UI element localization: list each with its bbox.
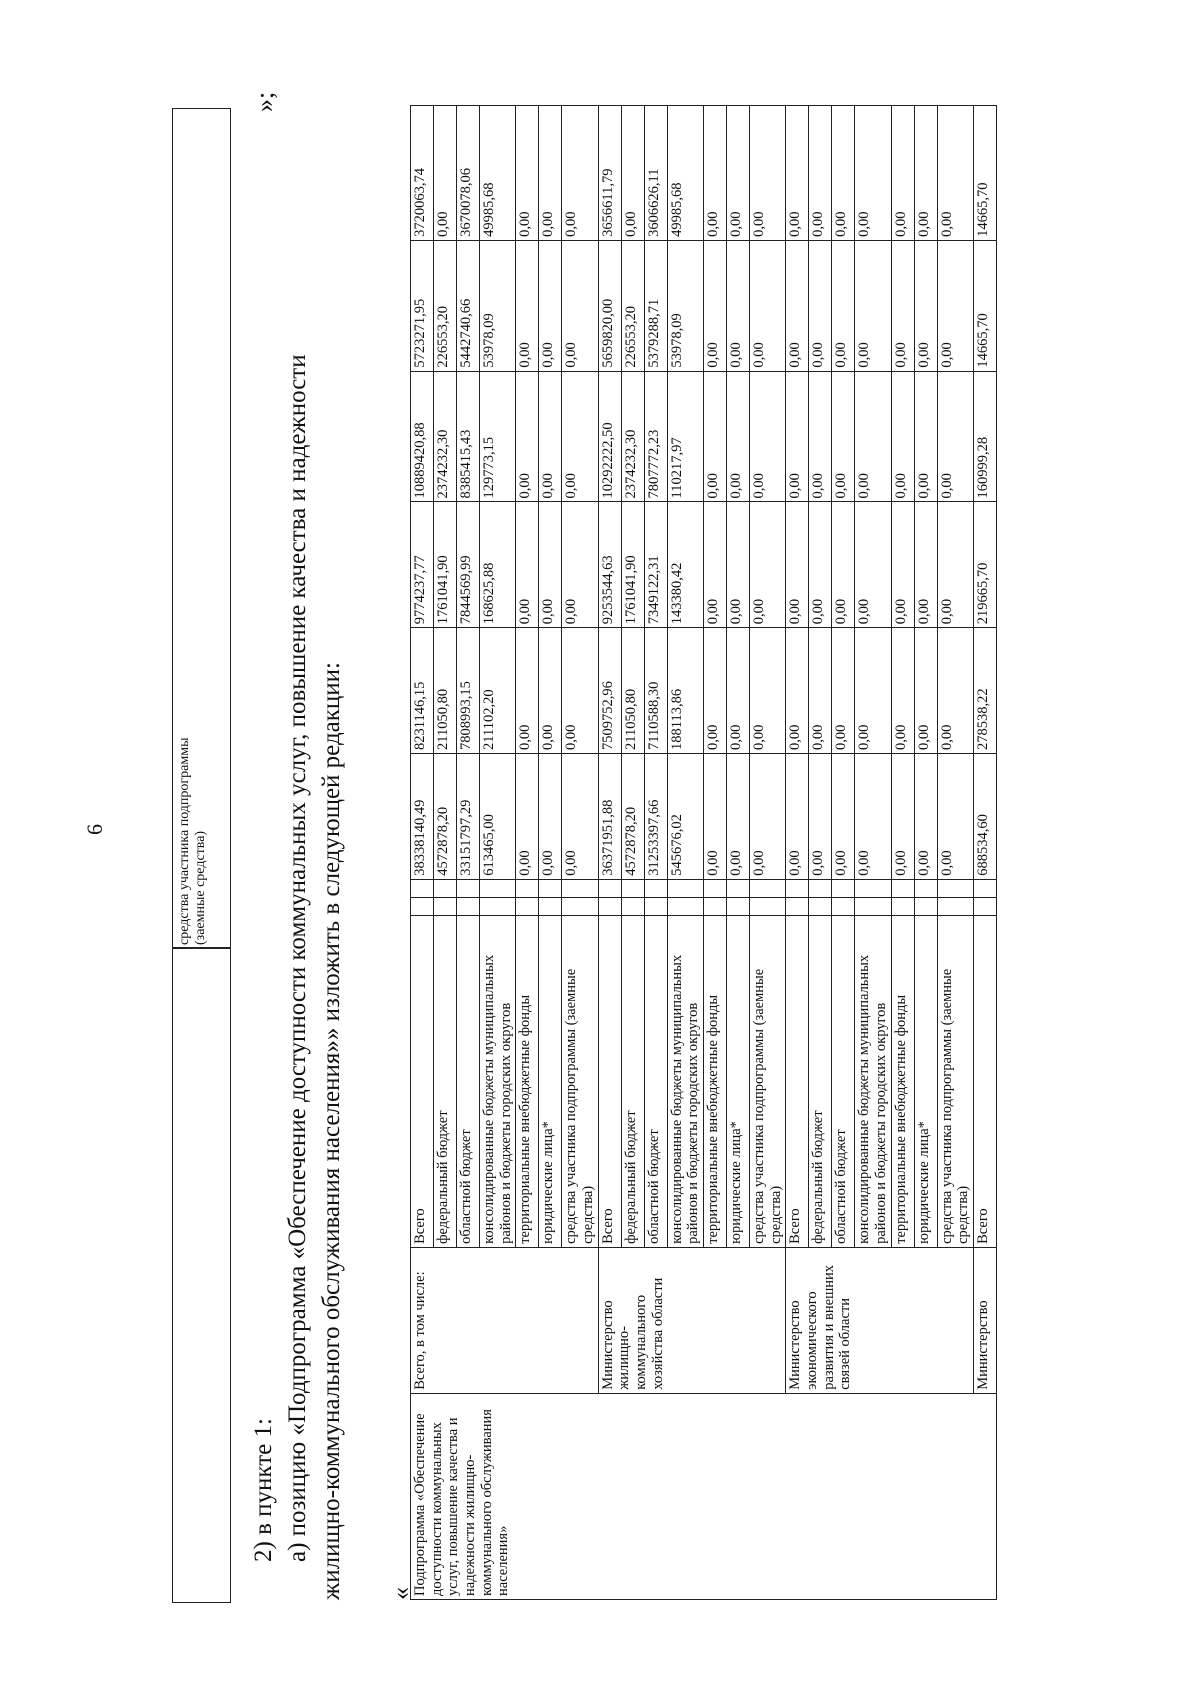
empty-cell [704, 879, 727, 897]
value-cell: 143380,42 [667, 502, 703, 628]
value-cell: 0,00 [914, 371, 937, 502]
funding-source-cell: юридические лица* [727, 915, 750, 1247]
value-cell: 8231146,15 [411, 628, 434, 754]
value-cell: 2374232,30 [621, 371, 644, 502]
empty-cell [855, 897, 891, 915]
value-cell: 49985,68 [480, 106, 516, 241]
empty-cell [411, 879, 434, 897]
value-cell: 4572878,20 [434, 753, 457, 879]
value-cell: 0,00 [891, 753, 914, 879]
value-cell: 3606626,11 [644, 106, 667, 241]
value-cell: 0,00 [891, 628, 914, 754]
value-cell: 0,00 [621, 106, 644, 241]
empty-cell [457, 879, 480, 897]
participant-cell: Министерство [974, 1247, 997, 1393]
value-cell: 160999,28 [974, 371, 997, 502]
funding-source-cell: консолидированные бюджеты муниципальных районов и бюджеты городских округов [480, 915, 516, 1247]
empty-cell [786, 879, 809, 897]
empty-cell [786, 897, 809, 915]
value-cell: 0,00 [809, 240, 832, 371]
empty-cell [937, 879, 973, 897]
value-cell: 0,00 [891, 106, 914, 241]
empty-cell [411, 897, 434, 915]
value-cell: 0,00 [891, 502, 914, 628]
value-cell: 0,00 [937, 502, 973, 628]
value-cell: 0,00 [704, 371, 727, 502]
funding-table-body [411, 106, 997, 1600]
value-cell: 5659820,00 [598, 240, 621, 371]
empty-cell [914, 879, 937, 897]
value-cell: 7509752,96 [598, 628, 621, 754]
value-cell: 0,00 [786, 628, 809, 754]
heading-line-1: 2) в пункте 1: [250, 1418, 277, 1562]
empty-cell [750, 879, 786, 897]
value-cell: 7808993,15 [457, 628, 480, 754]
empty-cell [539, 879, 562, 897]
value-cell: 0,00 [809, 628, 832, 754]
value-cell: 0,00 [727, 753, 750, 879]
value-cell: 0,00 [937, 371, 973, 502]
value-cell: 0,00 [516, 502, 539, 628]
empty-cell [914, 897, 937, 915]
funding-source-cell: Всего [974, 915, 997, 1247]
value-cell: 0,00 [855, 502, 891, 628]
value-cell: 36371951,88 [598, 753, 621, 879]
value-cell: 0,00 [750, 628, 786, 754]
value-cell: 0,00 [786, 371, 809, 502]
table-row [786, 106, 809, 1600]
value-cell: 0,00 [750, 106, 786, 241]
value-cell: 0,00 [562, 371, 598, 502]
empty-cell [434, 897, 457, 915]
value-cell: 0,00 [914, 502, 937, 628]
value-cell: 0,00 [832, 753, 855, 879]
value-cell: 0,00 [562, 628, 598, 754]
value-cell: 4572878,20 [621, 753, 644, 879]
value-cell: 0,00 [704, 628, 727, 754]
value-cell: 226553,20 [621, 240, 644, 371]
empty-cell [457, 897, 480, 915]
funding-source-cell: Всего [786, 915, 809, 1247]
value-cell: 5379288,71 [644, 240, 667, 371]
empty-cell [598, 897, 621, 915]
opening-quote: « [386, 1587, 415, 1600]
value-cell: 0,00 [727, 240, 750, 371]
value-cell: 0,00 [786, 502, 809, 628]
value-cell: 0,00 [891, 371, 914, 502]
table-row [974, 106, 997, 1600]
table-row [411, 106, 434, 1600]
empty-cell [809, 879, 832, 897]
value-cell: 211102,20 [480, 628, 516, 754]
value-cell: 0,00 [786, 106, 809, 241]
value-cell: 10292222,50 [598, 371, 621, 502]
value-cell: 0,00 [750, 753, 786, 879]
value-cell: 613465,00 [480, 753, 516, 879]
funding-source-cell: Всего [598, 915, 621, 1247]
value-cell: 226553,20 [434, 240, 457, 371]
value-cell: 688534,60 [974, 753, 997, 879]
empty-cell [434, 879, 457, 897]
empty-cell [704, 897, 727, 915]
funding-table [410, 105, 997, 1600]
value-cell: 0,00 [727, 371, 750, 502]
empty-cell [644, 879, 667, 897]
funding-source-cell: консолидированные бюджеты муниципальных районов и бюджеты городских округов [855, 915, 891, 1247]
value-cell: 7807772,23 [644, 371, 667, 502]
empty-cell [516, 897, 539, 915]
value-cell: 0,00 [832, 106, 855, 241]
value-cell: 0,00 [855, 628, 891, 754]
value-cell: 188113,86 [667, 628, 703, 754]
value-cell: 9253544,63 [598, 502, 621, 628]
funding-source-cell: средства участника подпрограммы (заемные средства) [750, 915, 786, 1247]
empty-cell [832, 897, 855, 915]
value-cell: 0,00 [704, 240, 727, 371]
empty-cell [562, 879, 598, 897]
table-row [598, 106, 621, 1600]
program-name-cell: Подпрограмма «Обеспечение доступности коммунальных услуг, повышение качества и надежности жилищно-коммунального обслуживания населения» [411, 1393, 997, 1599]
value-cell: 0,00 [914, 753, 937, 879]
empty-cell [974, 897, 997, 915]
page-number: 6 [82, 824, 107, 835]
value-cell: 5723271,95 [411, 240, 434, 371]
funding-source-cell: областной бюджет [832, 915, 855, 1247]
value-cell: 278538,22 [974, 628, 997, 754]
heading-line-3: жилищно-коммунального обслуживания населения»» изложить в следующей редакции: [318, 662, 345, 1600]
participant-cell: Министерство экономического развития и внешних связей области [786, 1247, 974, 1393]
empty-cell [667, 897, 703, 915]
value-cell: 0,00 [562, 502, 598, 628]
value-cell: 219665,70 [974, 502, 997, 628]
value-cell: 0,00 [937, 240, 973, 371]
value-cell: 0,00 [516, 628, 539, 754]
empty-cell [516, 879, 539, 897]
value-cell: 0,00 [914, 240, 937, 371]
empty-cell [539, 897, 562, 915]
value-cell: 0,00 [434, 106, 457, 241]
value-cell: 10889420,88 [411, 371, 434, 502]
value-cell: 0,00 [704, 502, 727, 628]
value-cell: 211050,80 [621, 628, 644, 754]
funding-source-cell: федеральный бюджет [434, 915, 457, 1247]
value-cell: 53978,09 [480, 240, 516, 371]
value-cell: 0,00 [750, 502, 786, 628]
participant-cell: Всего, в том числе: [411, 1247, 599, 1393]
empty-cell [480, 897, 516, 915]
value-cell: 0,00 [516, 371, 539, 502]
value-cell: 0,00 [786, 753, 809, 879]
value-cell: 0,00 [786, 240, 809, 371]
value-cell: 0,00 [832, 628, 855, 754]
value-cell: 0,00 [562, 106, 598, 241]
value-cell: 0,00 [750, 240, 786, 371]
value-cell: 129773,15 [480, 371, 516, 502]
value-cell: 0,00 [539, 753, 562, 879]
empty-cell [621, 879, 644, 897]
funding-source-cell: территориальные внебюджетные фонды [516, 915, 539, 1247]
value-cell: 110217,97 [667, 371, 703, 502]
value-cell: 0,00 [750, 371, 786, 502]
value-cell: 0,00 [891, 240, 914, 371]
value-cell: 0,00 [516, 240, 539, 371]
value-cell: 545676,02 [667, 753, 703, 879]
value-cell: 0,00 [727, 106, 750, 241]
empty-cell [937, 897, 973, 915]
funding-source-cell: федеральный бюджет [621, 915, 644, 1247]
value-cell: 9774237,77 [411, 502, 434, 628]
value-cell: 1761041,90 [434, 502, 457, 628]
funding-source-cell: областной бюджет [457, 915, 480, 1247]
value-cell: 2374232,30 [434, 371, 457, 502]
value-cell: 0,00 [516, 106, 539, 241]
value-cell: 0,00 [539, 371, 562, 502]
value-cell: 0,00 [727, 628, 750, 754]
empty-cell [727, 897, 750, 915]
value-cell: 0,00 [832, 502, 855, 628]
funding-source-cell: юридические лица* [539, 915, 562, 1247]
closing-quote: »; [250, 91, 279, 112]
rotated-landscape-content [250, 105, 1170, 1600]
value-cell: 0,00 [809, 502, 832, 628]
funding-source-cell: консолидированные бюджеты муниципальных районов и бюджеты городских округов [667, 915, 703, 1247]
value-cell: 7349122,31 [644, 502, 667, 628]
value-cell: 3720063,74 [411, 106, 434, 241]
empty-cell [727, 879, 750, 897]
empty-cell [598, 879, 621, 897]
value-cell: 0,00 [937, 753, 973, 879]
funding-source-cell: средства участника подпрограммы (заемные средства) [562, 915, 598, 1247]
value-cell: 0,00 [539, 628, 562, 754]
value-cell: 7844569,99 [457, 502, 480, 628]
empty-cell [891, 897, 914, 915]
empty-cell [891, 879, 914, 897]
funding-source-cell: территориальные внебюджетные фонды [891, 915, 914, 1247]
value-cell: 0,00 [855, 753, 891, 879]
value-cell: 14665,70 [974, 106, 997, 241]
value-cell: 0,00 [832, 371, 855, 502]
value-cell: 14665,70 [974, 240, 997, 371]
value-cell: 8385415,43 [457, 371, 480, 502]
empty-cell [667, 879, 703, 897]
empty-cell [562, 897, 598, 915]
value-cell: 7110588,30 [644, 628, 667, 754]
value-cell: 0,00 [539, 240, 562, 371]
value-cell: 49985,68 [667, 106, 703, 241]
value-cell: 0,00 [809, 106, 832, 241]
value-cell: 0,00 [809, 753, 832, 879]
value-cell: 211050,80 [434, 628, 457, 754]
funding-source-cell: юридические лица* [914, 915, 937, 1247]
empty-cell [974, 879, 997, 897]
value-cell: 0,00 [562, 753, 598, 879]
value-cell: 0,00 [832, 240, 855, 371]
empty-cell [809, 897, 832, 915]
value-cell: 0,00 [539, 106, 562, 241]
value-cell: 33151797,29 [457, 753, 480, 879]
fragment-source-label: средства участника подпрограммы (заемные средства) [177, 737, 209, 945]
empty-cell [621, 897, 644, 915]
heading-line-2: а) позицию «Подпрограмма «Обеспечение доступности коммунальных услуг, повышение качества и надежности [284, 354, 311, 1562]
empty-cell [750, 897, 786, 915]
value-cell: 0,00 [562, 240, 598, 371]
value-cell: 3656611,79 [598, 106, 621, 241]
value-cell: 168625,88 [480, 502, 516, 628]
value-cell: 0,00 [855, 106, 891, 241]
value-cell: 5442740,66 [457, 240, 480, 371]
value-cell: 0,00 [855, 371, 891, 502]
value-cell: 38338140,49 [411, 753, 434, 879]
value-cell: 3670078,06 [457, 106, 480, 241]
empty-cell [644, 897, 667, 915]
value-cell: 31253397,66 [644, 753, 667, 879]
participant-cell: Министерство жилищно-коммунального хозяйства области [598, 1247, 786, 1393]
value-cell: 0,00 [809, 371, 832, 502]
value-cell: 0,00 [937, 106, 973, 241]
value-cell: 0,00 [937, 628, 973, 754]
empty-cell [480, 879, 516, 897]
empty-cell [855, 879, 891, 897]
funding-source-cell: Всего [411, 915, 434, 1247]
value-cell: 0,00 [914, 628, 937, 754]
value-cell: 1761041,90 [621, 502, 644, 628]
funding-source-cell: средства участника подпрограммы (заемные средства) [937, 915, 973, 1247]
funding-source-cell: областной бюджет [644, 915, 667, 1247]
value-cell: 0,00 [727, 502, 750, 628]
value-cell: 0,00 [855, 240, 891, 371]
funding-source-cell: федеральный бюджет [809, 915, 832, 1247]
value-cell: 53978,09 [667, 240, 703, 371]
value-cell: 0,00 [516, 753, 539, 879]
value-cell: 0,00 [704, 753, 727, 879]
funding-source-cell: территориальные внебюджетные фонды [704, 915, 727, 1247]
value-cell: 0,00 [704, 106, 727, 241]
empty-cell [832, 879, 855, 897]
value-cell: 0,00 [539, 502, 562, 628]
value-cell: 0,00 [914, 106, 937, 241]
